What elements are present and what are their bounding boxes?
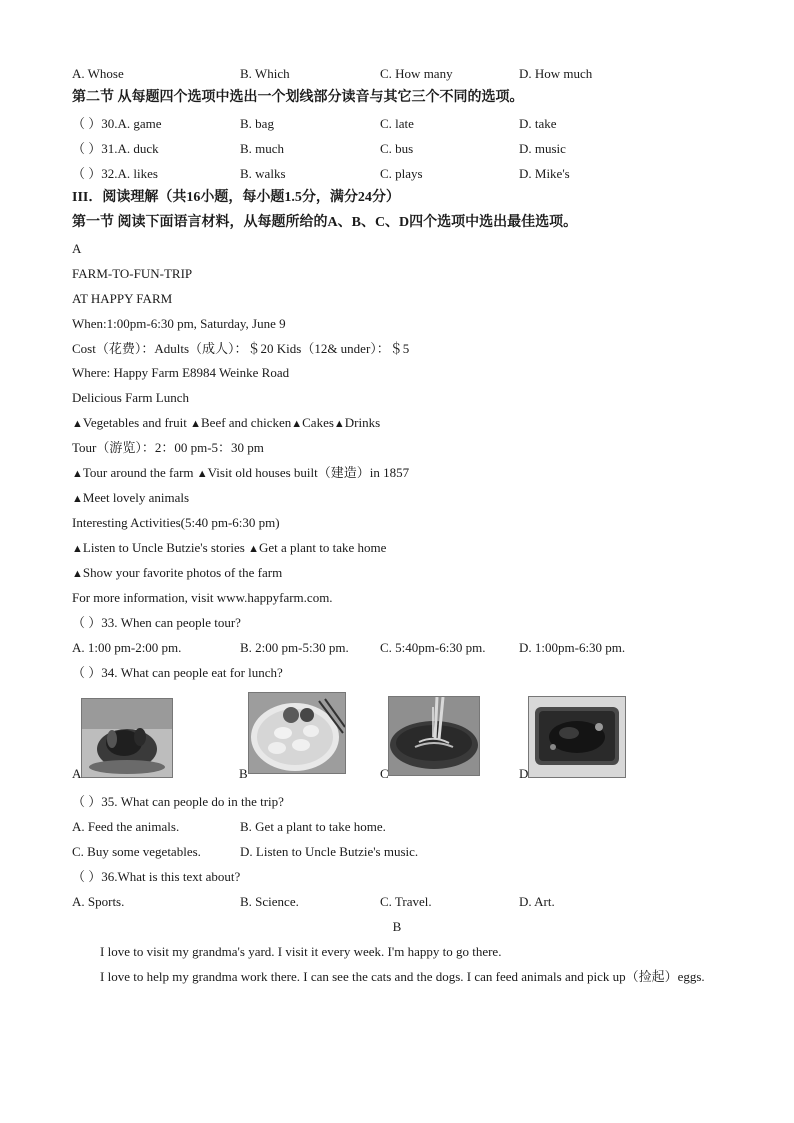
lunch-item: Cakes [302,415,334,430]
q35-stem: （ ）35. What can people do in the trip? [72,794,284,809]
triangle-bullet-icon: ▲ [248,543,259,555]
tour-items [72,465,409,482]
lunch-items [72,415,380,432]
q30-option-d: D. take [519,116,557,131]
q34-stem: （ ）34. What can people eat for lunch? [72,665,283,680]
tour-item: Meet lovely animals [82,490,190,505]
lunch-item: Vegetables and fruit [82,415,187,430]
q36-option-d: D. Art. [519,894,555,909]
passage-a-cost: Cost（花费）：Adults（成人）：＄20 Kids（12& under）：＄5 [72,341,410,356]
q31-stem: （ ）31.A. duck [72,141,159,156]
passage-a-title2: AT HAPPY FARM [72,291,173,306]
activity-items [72,540,386,557]
passage-b-paragraph-1: I love to visit my grandma's yard. I visit it every week. I'm happy to go there. [100,944,502,959]
q29-option-a: A. Whose [72,66,124,81]
q31-option-b: B. much [240,141,285,156]
q31-option-c: C. bus [380,141,414,156]
q36-option-c: C. Travel. [380,894,432,909]
activity-item: Listen to Uncle Butzie's stories [82,540,245,555]
q32-option-c: C. plays [380,166,423,181]
triangle-bullet-icon: ▲ [72,468,83,480]
q36-stem: （ ）36.What is this text about? [72,869,241,884]
q34-option-a: A [72,766,82,781]
q35-option-d: D. Listen to Uncle Butzie's music. [240,844,419,859]
q33-option-d: D. 1:00pm-6:30 pm. [519,640,626,655]
q33-option-a: A. 1:00 pm-2:00 pm. [72,640,182,655]
tour-item: Tour around the farm [82,465,194,480]
q32-option-d: D. Mike's [519,166,570,181]
q33-option-b: B. 2:00 pm-5:30 pm. [240,640,349,655]
triangle-bullet-icon: ▲ [72,493,83,505]
passage-a-more-info: For more information, visit www.happyfarm.com. [72,590,333,605]
activity-item: Get a plant to take home [258,540,387,555]
q29-option-c: C. How many [380,66,453,81]
q31-option-d: D. music [519,141,566,156]
lunch-item: Beef and chicken [201,415,292,430]
passage-b-label: B [392,919,402,934]
passage-a-lunch-heading: Delicious Farm Lunch [72,390,189,405]
dumplings-photo [248,692,346,774]
passage-a-title1: FARM-TO-FUN-TRIP [72,266,193,281]
passage-b-paragraph-2: I love to help my grandma work there. I can see the cats and the dogs. I can feed animals and pick up（捡起）eggs. [100,969,705,984]
passage-a-where: Where: Happy Farm E8984 Weinke Road [72,365,290,380]
q32-stem: （ ）32.A. likes [72,166,158,181]
section2-heading: 第二节 从每题四个选项中选出一个划线部分读音与其它三个不同的选项。 [72,90,524,105]
activity-item: Show your favorite photos of the farm [82,565,283,580]
q35-option-a: A. Feed the animals. [72,819,180,834]
q36-option-a: A. Sports. [72,894,125,909]
q30-stem: （ ）30.A. game [72,116,162,131]
triangle-bullet-icon: ▲ [72,543,83,555]
q35-option-c: C. Buy some vegetables. [72,844,201,859]
passage-a-label: A [72,241,82,256]
q34-option-b: B [239,766,248,781]
triangle-bullet-icon: ▲ [72,418,83,430]
roast-chicken-photo [81,698,173,778]
triangle-bullet-icon: ▲ [190,418,201,430]
q36-option-b: B. Science. [240,894,299,909]
grilled-meat-photo [528,696,626,778]
passage-a-when: When:1:00pm-6:30 pm, Saturday, June 9 [72,316,286,331]
noodles-photo [388,696,480,776]
q35-option-b: B. Get a plant to take home. [240,819,386,834]
q34-option-d: D [519,766,529,781]
q30-option-b: B. bag [240,116,274,131]
q33-option-c: C. 5:40pm-6:30 pm. [380,640,486,655]
passage-a-tour-heading: Tour（游览）：2：00 pm-5：30 pm [72,440,264,455]
q34-option-c: C [380,766,389,781]
activity-items-2 [72,565,282,582]
triangle-bullet-icon: ▲ [333,418,345,430]
q32-option-b: B. walks [240,166,286,181]
q30-option-c: C. late [380,116,414,131]
part3-heading: III．阅读理解（共16小题，每小题1.5分，满分24分） [72,190,400,205]
triangle-bullet-icon: ▲ [72,568,83,580]
q29-option-b: B. Which [240,66,290,81]
tour-items-2 [72,490,189,507]
triangle-bullet-icon: ▲ [196,468,208,480]
passage-a-activities-heading: Interesting Activities(5:40 pm-6:30 pm) [72,515,280,530]
lunch-item: Drinks [344,415,381,430]
triangle-bullet-icon: ▲ [291,418,303,430]
q29-option-d: D. How much [519,66,593,81]
part3-section1-heading: 第一节 阅读下面语言材料，从每题所给的A、B、C、D四个选项中选出最佳选项。 [72,215,578,230]
q33-stem: （ ）33. When can people tour? [72,615,241,630]
tour-item: Visit old houses built（建造）in 1857 [207,465,410,480]
